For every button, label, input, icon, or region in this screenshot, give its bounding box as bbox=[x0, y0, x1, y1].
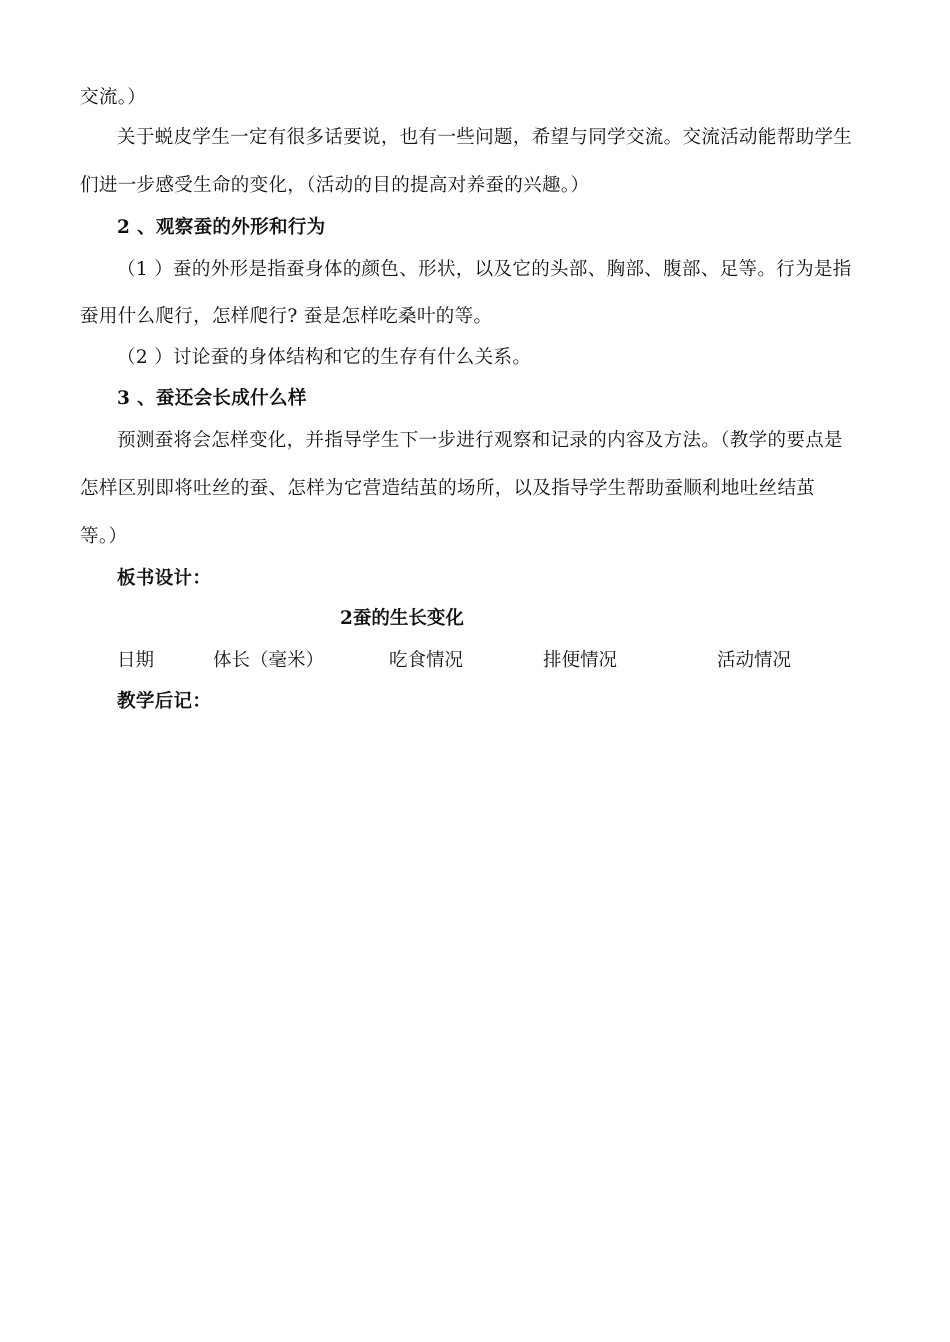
paragraph-line: （1 ）蚕的外形是指蚕身体的颜色、形状，以及它的头部、胸部、腹部、足等。行为是指 bbox=[117, 259, 852, 280]
paragraph-line: 们进一步感受生命的变化，（活动的目的提高对养蚕的兴趣。） bbox=[80, 175, 590, 196]
paragraph-line: 等。） bbox=[80, 526, 128, 547]
paragraph-line: （2 ）讨论蚕的身体结构和它的生存有什么关系。 bbox=[117, 347, 532, 368]
board-title: 2蚕的生长变化 bbox=[340, 608, 464, 629]
paragraph-line: 蚕用什么爬行，怎样爬行? 蚕是怎样吃桑叶的等。 bbox=[80, 306, 493, 327]
paragraph-line: 交流。） bbox=[80, 87, 147, 108]
board-column-activity: 活动情况 bbox=[717, 650, 792, 671]
board-column-length: 体长（毫米） bbox=[213, 650, 325, 671]
board-column-excretion: 排便情况 bbox=[543, 650, 618, 671]
section-heading: 3 、蚕还会长成什么样 bbox=[117, 388, 307, 409]
paragraph-line: 预测蚕将会怎样变化，并指导学生下一步进行观察和记录的内容及方法。（教学的要点是 bbox=[117, 430, 843, 451]
paragraph-line: 怎样区别即将吐丝的蚕、怎样为它营造结茧的场所，以及指导学生帮助蚕顺利地吐丝结茧 bbox=[80, 478, 816, 499]
board-design-label: 板书设计： bbox=[117, 568, 212, 589]
board-column-eating: 吃食情况 bbox=[389, 650, 464, 671]
section-heading: 2 、观察蚕的外形和行为 bbox=[117, 217, 326, 238]
paragraph-line: 关于蜕皮学生一定有很多话要说，也有一些问题，希望与同学交流。交流活动能帮助学生 bbox=[117, 127, 853, 148]
board-column-date: 日期 bbox=[117, 650, 155, 671]
postscript-label: 教学后记： bbox=[117, 691, 212, 712]
